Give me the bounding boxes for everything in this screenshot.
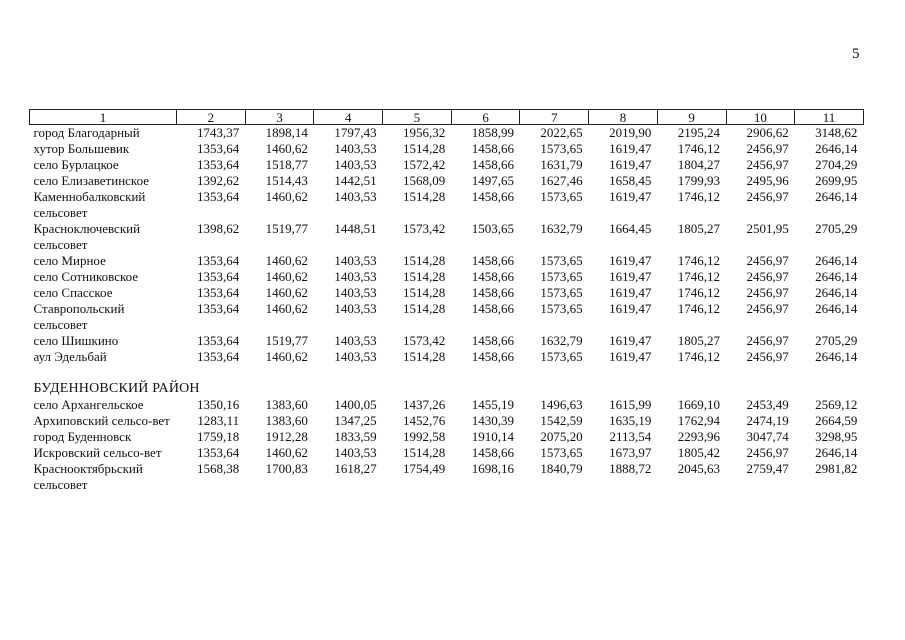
value-cell: 1572,42 [403,157,446,172]
value-cell: 1619,47 [609,189,652,204]
value-cell: 1619,47 [609,301,652,316]
value-cell: 2456,97 [746,189,789,204]
settlement-name: город Буденновск [33,429,132,444]
settlement-name: село Бурлацкое [33,157,119,172]
value-cell: 1448,51 [334,221,377,236]
value-cell: 2456,97 [746,285,789,300]
value-cell: 1573,65 [540,141,583,156]
settlement-name: село Сотниковское [33,269,139,284]
value-cell: 1519,77 [265,333,308,348]
value-cell: 2501,95 [746,221,789,236]
table-row [30,189,864,221]
value-cell: 2646,14 [815,189,858,204]
value-cell: 1632,79 [540,333,583,348]
value-cell: 1353,64 [196,269,240,284]
value-cell: 1746,12 [677,285,720,300]
value-cell: 1383,60 [265,413,308,428]
value-cell: 2646,14 [815,285,858,300]
value-cell: 1619,47 [609,269,652,284]
value-cell: 1573,65 [540,445,583,460]
table-body [30,125,864,494]
value-cell: 1458,66 [471,157,514,172]
value-cell: 3148,62 [815,125,858,140]
table-row [30,397,864,413]
value-cell: 1992,58 [403,429,446,444]
value-cell: 2456,97 [746,445,789,460]
table-row [30,125,864,142]
value-cell: 1658,45 [609,173,652,188]
value-cell: 1743,37 [196,125,240,140]
value-cell: 2075,20 [540,429,583,444]
value-cell: 1573,65 [540,285,583,300]
value-cell: 1858,99 [471,125,514,140]
value-cell: 2705,29 [815,333,858,348]
value-cell: 1619,47 [609,285,652,300]
value-cell: 1698,16 [471,461,514,476]
value-cell: 1888,72 [609,461,652,476]
value-cell: 1514,28 [403,349,446,364]
value-cell: 1956,32 [403,125,446,140]
value-cell: 1746,12 [677,349,720,364]
table-row [30,269,864,285]
value-cell: 1669,10 [677,397,720,412]
table-row [30,301,864,333]
value-cell: 1460,62 [265,445,308,460]
column-header: 6 [451,110,520,125]
value-cell: 1353,64 [196,189,240,204]
value-cell: 1762,94 [677,413,720,428]
value-cell: 1618,27 [334,461,377,476]
value-cell: 1403,53 [334,445,377,460]
value-cell: 3298,95 [815,429,858,444]
value-cell: 1383,60 [265,397,308,412]
value-cell: 1805,42 [677,445,720,460]
value-cell: 1514,28 [403,445,446,460]
table-header-row [30,110,864,125]
value-cell: 2495,96 [746,173,789,188]
value-cell: 2456,97 [746,157,789,172]
value-cell: 1458,66 [471,253,514,268]
section-row [30,365,864,397]
value-cell: 1573,42 [403,333,446,348]
value-cell: 1353,64 [196,141,240,156]
value-cell: 1664,45 [609,221,652,236]
value-cell: 1353,64 [196,253,240,268]
value-cell: 1514,28 [403,301,446,316]
value-cell: 2646,14 [815,269,858,284]
value-cell: 1452,76 [403,413,446,428]
value-cell: 1403,53 [334,141,377,156]
value-cell: 2022,65 [540,125,583,140]
value-cell: 1805,27 [677,221,720,236]
column-header: 2 [177,110,246,125]
value-cell: 1403,53 [334,333,377,348]
value-cell: 1403,53 [334,301,377,316]
value-cell: 1518,77 [265,157,308,172]
value-cell: 2646,14 [815,253,858,268]
value-cell: 1514,28 [403,253,446,268]
table-row [30,413,864,429]
value-cell: 1514,43 [265,173,308,188]
table-row [30,221,864,253]
value-cell: 1403,53 [334,189,377,204]
value-cell: 1519,77 [265,221,308,236]
value-cell: 1619,47 [609,157,652,172]
value-cell: 1460,62 [265,189,308,204]
value-cell: 1898,14 [265,125,308,140]
value-cell: 1400,05 [334,397,377,412]
value-cell: 2981,82 [815,461,858,476]
column-header: 5 [383,110,452,125]
value-cell: 1458,66 [471,189,514,204]
table-row [30,349,864,365]
value-cell: 1458,66 [471,349,514,364]
value-cell: 2646,14 [815,445,858,460]
value-cell: 1619,47 [609,333,652,348]
value-cell: 2456,97 [746,253,789,268]
value-cell: 1353,64 [196,157,240,172]
value-cell: 1347,25 [334,413,377,428]
value-cell: 1392,62 [196,173,240,188]
value-cell: 2646,14 [815,141,858,156]
value-cell: 2704,29 [815,157,858,172]
value-cell: 2456,97 [746,141,789,156]
value-cell: 1746,12 [677,253,720,268]
value-cell: 1573,65 [540,301,583,316]
column-header: 1 [30,110,177,125]
value-cell: 2646,14 [815,349,858,364]
value-cell: 1833,59 [334,429,377,444]
settlement-name: село Мирное [33,253,106,268]
value-cell: 1615,99 [609,397,652,412]
value-cell: 1503,65 [471,221,514,236]
value-cell: 1619,47 [609,141,652,156]
value-cell: 1403,53 [334,285,377,300]
value-cell: 1573,65 [540,189,583,204]
value-cell: 1746,12 [677,141,720,156]
value-cell: 1514,28 [403,285,446,300]
value-cell: 2019,90 [609,125,652,140]
value-cell: 1619,47 [609,253,652,268]
value-cell: 1514,28 [403,189,446,204]
value-cell: 1497,65 [471,173,514,188]
settlement-name: Ставропольский сельсовет [33,301,125,332]
settlement-name: аул Эдельбай [33,349,107,364]
value-cell: 2195,24 [677,125,720,140]
value-cell: 1353,64 [196,445,240,460]
settlement-name: Красноключевский сельсовет [33,221,141,252]
value-cell: 1754,49 [403,461,446,476]
value-cell: 1627,46 [540,173,583,188]
column-header: 4 [314,110,383,125]
value-cell: 1514,28 [403,269,446,284]
value-cell: 1635,19 [609,413,652,428]
settlement-name: Каменнобалковский сельсовет [33,189,146,220]
value-cell: 1403,53 [334,269,377,284]
value-cell: 1496,63 [540,397,583,412]
value-cell: 1458,66 [471,301,514,316]
settlement-name: город Благодарный [33,125,140,140]
tariff-table [29,109,864,493]
value-cell: 2293,96 [677,429,720,444]
value-cell: 2759,47 [746,461,789,476]
column-header: 9 [657,110,726,125]
value-cell: 1442,51 [334,173,377,188]
value-cell: 1283,11 [197,413,240,428]
settlement-name: село Шишкино [33,333,119,348]
column-header: 8 [589,110,658,125]
value-cell: 1460,62 [265,301,308,316]
value-cell: 1460,62 [265,141,308,156]
table-row [30,173,864,189]
value-cell: 1632,79 [540,221,583,236]
value-cell: 2456,97 [746,269,789,284]
value-cell: 1458,66 [471,445,514,460]
value-cell: 1455,19 [471,397,514,412]
value-cell: 2453,49 [746,397,789,412]
value-cell: 1353,64 [196,333,240,348]
table-row [30,285,864,301]
settlement-name: хутор Большевик [33,141,130,156]
value-cell: 1746,12 [677,301,720,316]
value-cell: 1437,26 [403,397,446,412]
value-cell: 1797,43 [334,125,377,140]
value-cell: 3047,74 [746,429,789,444]
value-cell: 1458,66 [471,285,514,300]
column-header: 7 [520,110,589,125]
value-cell: 1430,39 [471,413,514,428]
settlement-name: Краснооктябрьский сельсовет [33,461,143,492]
value-cell: 1631,79 [540,157,583,172]
value-cell: 1353,64 [196,349,240,364]
column-header: 10 [726,110,795,125]
page-number: 5 [852,46,860,62]
column-header: 11 [795,110,864,125]
value-cell: 2569,12 [815,397,858,412]
value-cell: 1542,59 [540,413,583,428]
value-cell: 1568,09 [403,173,446,188]
value-cell: 1759,18 [196,429,240,444]
settlement-name: село Елизаветинское [33,173,150,188]
value-cell: 1746,12 [677,269,720,284]
table-row [30,333,864,349]
value-cell: 1458,66 [471,333,514,348]
value-cell: 1460,62 [265,349,308,364]
table-row [30,157,864,173]
value-cell: 1673,97 [609,445,652,460]
value-cell: 2664,59 [815,413,858,428]
value-cell: 1746,12 [677,189,720,204]
table-row [30,445,864,461]
value-cell: 1619,47 [609,349,652,364]
value-cell: 1700,83 [265,461,308,476]
table-row [30,253,864,269]
value-cell: 1460,62 [265,269,308,284]
value-cell: 1353,64 [196,301,240,316]
value-cell: 1804,27 [677,157,720,172]
settlement-name: Архиповский сельсо-вет [33,413,170,428]
table-row [30,461,864,493]
column-header: 3 [245,110,314,125]
value-cell: 1910,14 [471,429,514,444]
value-cell: 1514,28 [403,141,446,156]
section-title: БУДЕННОВСКИЙ РАЙОН [33,381,200,396]
settlement-name: село Архангельское [33,397,144,412]
value-cell: 1403,53 [334,157,377,172]
value-cell: 2113,54 [609,429,652,444]
value-cell: 1573,65 [540,269,583,284]
value-cell: 1573,65 [540,253,583,268]
table-row [30,141,864,157]
value-cell: 1799,93 [677,173,720,188]
settlement-name: село Спасское [33,285,113,300]
value-cell: 1805,27 [677,333,720,348]
value-cell: 2456,97 [746,333,789,348]
value-cell: 1912,28 [265,429,308,444]
value-cell: 2699,95 [815,173,858,188]
value-cell: 1403,53 [334,349,377,364]
value-cell: 2705,29 [815,221,858,236]
settlement-name: Искровский сельсо-вет [33,445,162,460]
value-cell: 2045,63 [677,461,720,476]
value-cell: 2474,19 [746,413,789,428]
value-cell: 1458,66 [471,269,514,284]
value-cell: 2906,62 [746,125,789,140]
value-cell: 2456,97 [746,301,789,316]
table-row [30,429,864,445]
value-cell: 1458,66 [471,141,514,156]
value-cell: 1840,79 [540,461,583,476]
value-cell: 1568,38 [196,461,240,476]
value-cell: 2646,14 [815,301,858,316]
value-cell: 1573,65 [540,349,583,364]
value-cell: 1350,16 [196,397,240,412]
value-cell: 2456,97 [746,349,789,364]
value-cell: 1460,62 [265,285,308,300]
value-cell: 1403,53 [334,253,377,268]
value-cell: 1398,62 [196,221,240,236]
value-cell: 1353,64 [196,285,240,300]
value-cell: 1460,62 [265,253,308,268]
value-cell: 1573,42 [403,221,446,236]
